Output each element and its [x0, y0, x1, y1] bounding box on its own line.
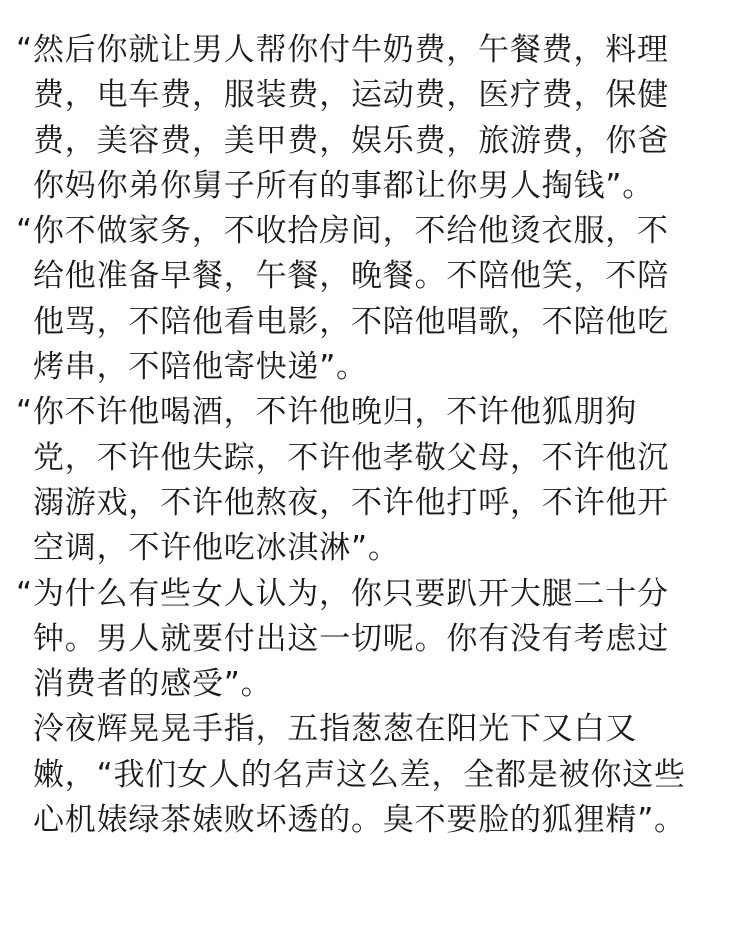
text-line: 嫩，“我们女人的名声这么差，全都是被你这些 [33, 756, 686, 793]
paragraph-5 [33, 707, 738, 843]
text-line: 心机婊绿茶婊败坏透的。臭不要脸的狐狸精”。 [33, 802, 686, 839]
text-line: 费，美容费，美甲费，娱乐费，旅游费，你爸 [33, 122, 669, 159]
paragraph-1 [16, 28, 738, 209]
text-line: 给他准备早餐，午餐，晚餐。不陪他笑，不陪 [33, 258, 669, 295]
text-line: 消费者的感受”。 [33, 666, 273, 703]
paragraph-4 [16, 572, 738, 708]
text-line: 党，不许他失踪，不许他孝敬父母，不许他沉 [33, 439, 669, 476]
text-line: “你不许他喝酒，不许他晚归，不许他狐朋狗 [16, 394, 638, 431]
text-line: 费，电车费，服装费，运动费，医疗费，保健 [33, 77, 669, 114]
text-line: “然后你就让男人帮你付牛奶费，午餐费，料理 [16, 32, 669, 68]
text-line: 你妈你弟你舅子所有的事都让你男人掏钱”。 [33, 167, 655, 204]
text-line: “为什么有些女人认为，你只要趴开大腿二十分 [16, 575, 669, 612]
text-line: 他骂，不陪他看电影，不陪他唱歌，不陪他吃 [33, 303, 669, 340]
text-line: 泠夜辉晃晃手指，五指葱葱在阳光下又白又 [33, 711, 638, 748]
paragraph-3 [16, 390, 738, 571]
paragraph-2 [16, 209, 738, 390]
text-line: 空调，不许他吃冰淇淋”。 [33, 530, 400, 567]
text-line: “你不做家务，不收拾房间，不给他烫衣服，不 [16, 213, 669, 250]
text-line: 溺游戏，不许他熬夜，不许他打呼，不许他开 [33, 484, 669, 521]
text-line: 钟。男人就要付出这一切呢。你有没有考虑过 [33, 620, 669, 657]
text-line: 烤串，不陪他寄快递”。 [33, 349, 368, 386]
